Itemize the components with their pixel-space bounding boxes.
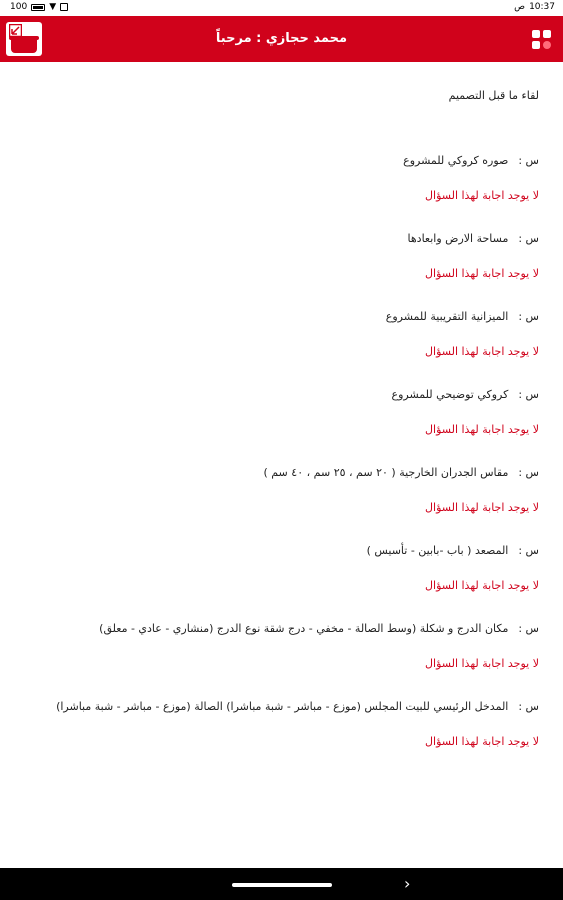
wifi-icon: ▼ bbox=[49, 1, 57, 12]
question-prefix: س : bbox=[518, 466, 539, 479]
page-title: محمد حجازي : مرحباً bbox=[215, 31, 348, 46]
battery-icon bbox=[31, 4, 45, 11]
question-prefix: س : bbox=[518, 700, 539, 713]
content-area[interactable] bbox=[0, 62, 563, 868]
list-item bbox=[24, 696, 539, 750]
question-row bbox=[24, 228, 539, 250]
app-logo[interactable] bbox=[6, 22, 42, 56]
question-prefix: س : bbox=[518, 544, 539, 557]
question-prefix: س : bbox=[518, 232, 539, 245]
question-row bbox=[24, 462, 539, 484]
answer-text: لا يوجد اجابة لهذا السؤال bbox=[425, 579, 539, 592]
question-prefix: س : bbox=[518, 388, 539, 401]
battery-level: 100 bbox=[10, 2, 28, 12]
question-row bbox=[24, 696, 539, 718]
answer-text: لا يوجد اجابة لهذا السؤال bbox=[425, 267, 539, 280]
list-item bbox=[24, 228, 539, 282]
status-time-group bbox=[514, 2, 555, 12]
question-text: مقاس الجدران الخارجية ( ٢٠ سم ، ٢٥ سم ، ٤٠ سم ) bbox=[263, 466, 509, 479]
question-text: كروكي توضيحي للمشروع bbox=[391, 388, 509, 401]
section-title: لقاء ما قبل التصميم bbox=[448, 89, 539, 102]
system-nav-bar bbox=[0, 868, 563, 900]
status-bar bbox=[0, 0, 563, 16]
question-prefix: س : bbox=[518, 310, 539, 323]
question-row bbox=[24, 150, 539, 172]
question-prefix: س : bbox=[518, 154, 539, 167]
answer-text: لا يوجد اجابة لهذا السؤال bbox=[425, 189, 539, 202]
question-text: مكان الدرج و شكلة (وسط الصالة - مخفي - درج شقة نوع الدرج (منشاري - عادي - معلق) bbox=[99, 622, 509, 635]
home-handle[interactable] bbox=[232, 883, 332, 887]
list-item bbox=[24, 462, 539, 516]
answer-text: لا يوجد اجابة لهذا السؤال bbox=[425, 501, 539, 514]
question-row bbox=[24, 540, 539, 562]
list-item bbox=[24, 384, 539, 438]
question-text: المدخل الرئيسي للبيت المجلس (موزع - مباشر - شبة مباشرا) الصالة (موزع - مباشر - شبة مباشرا) bbox=[56, 700, 509, 713]
question-row bbox=[24, 618, 539, 640]
notification-icon bbox=[60, 3, 68, 11]
answer-text: لا يوجد اجابة لهذا السؤال bbox=[425, 423, 539, 436]
list-item bbox=[24, 540, 539, 594]
question-prefix: س : bbox=[518, 622, 539, 635]
status-icons bbox=[10, 2, 68, 12]
answer-text: لا يوجد اجابة لهذا السؤال bbox=[425, 735, 539, 748]
basket-icon bbox=[11, 39, 37, 53]
menu-grid-icon[interactable] bbox=[532, 30, 552, 50]
list-item bbox=[24, 618, 539, 672]
question-row bbox=[24, 306, 539, 328]
chevron-right-icon[interactable]: › bbox=[404, 874, 411, 893]
qa-list bbox=[24, 150, 539, 750]
app-bar bbox=[0, 16, 563, 62]
answer-text: لا يوجد اجابة لهذا السؤال bbox=[425, 345, 539, 358]
question-text: المصعد ( باب -بابين - تأسيس ) bbox=[366, 544, 509, 557]
answer-text: لا يوجد اجابة لهذا السؤال bbox=[425, 657, 539, 670]
list-item bbox=[24, 150, 539, 204]
question-row bbox=[24, 384, 539, 406]
list-item bbox=[24, 306, 539, 360]
question-text: مساحة الارض وابعادها bbox=[407, 232, 509, 245]
status-carrier: ص bbox=[514, 2, 526, 12]
question-text: الميزانية التقريبية للمشروع bbox=[385, 310, 509, 323]
question-text: صوره كروكي للمشروع bbox=[403, 154, 509, 167]
status-time: 10:37 bbox=[529, 2, 555, 12]
